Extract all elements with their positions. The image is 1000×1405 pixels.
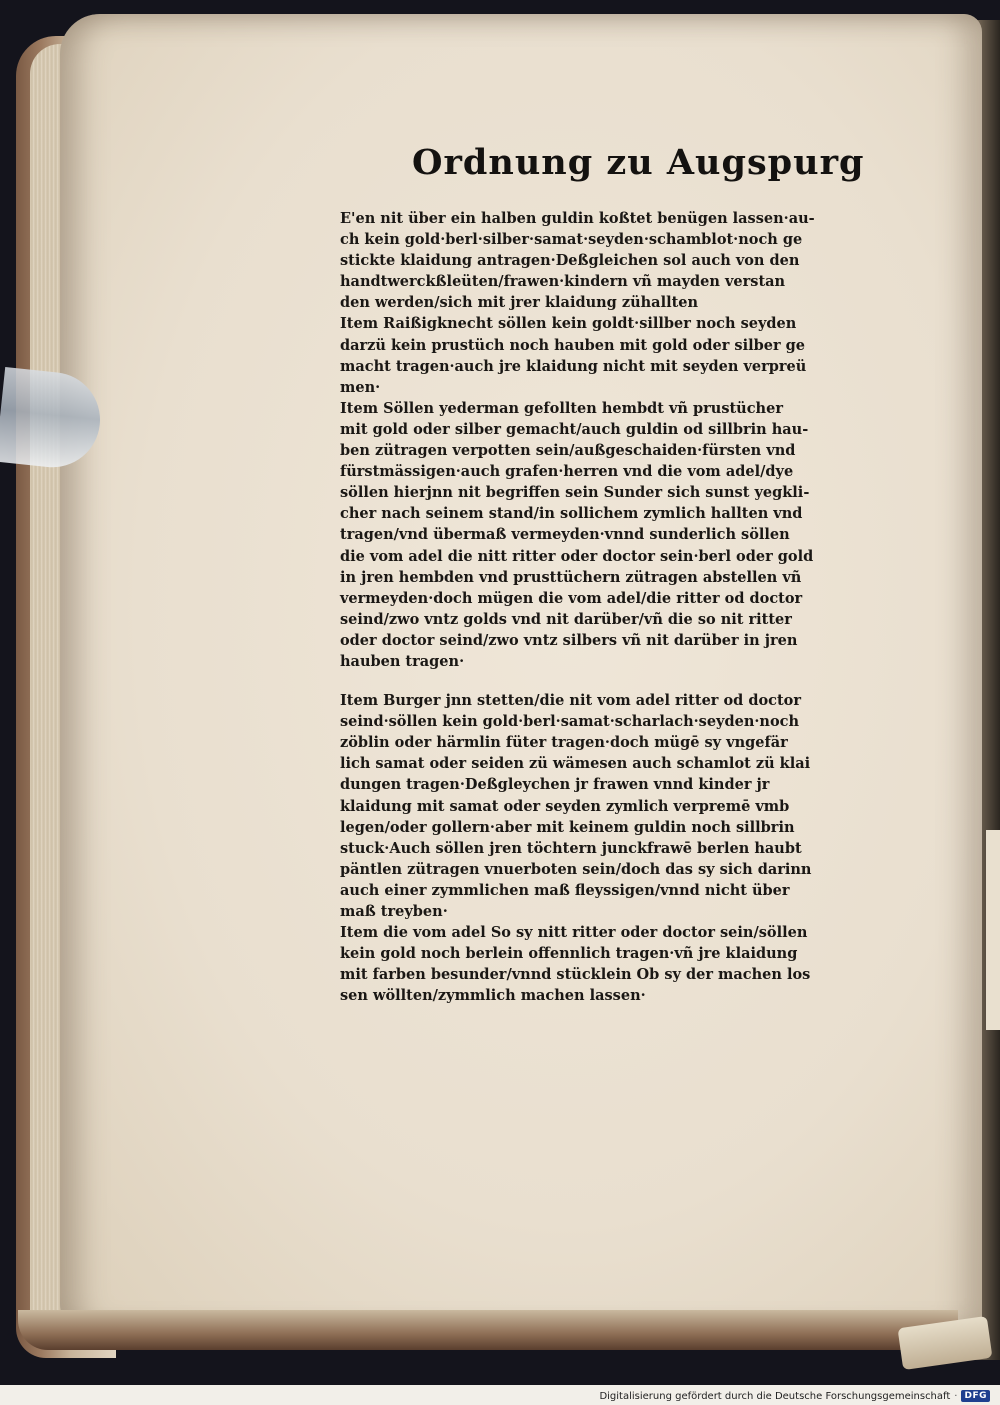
text-line: stickte klaidung antragen·Deßgleichen sol auch von den <box>340 252 800 270</box>
text-line: fürstmässigen·auch grafen·herren vnd die vom adel/dye <box>340 463 794 481</box>
adjacent-page-strip <box>986 830 1000 1030</box>
text-line: die vom adel die nitt ritter oder doctor sein·berl oder gold <box>340 547 814 565</box>
text-line: ch kein gold·berl·silber·samat·seyden·schamblot·noch ge <box>340 231 803 249</box>
text-line: legen/oder gollern·aber mit keinem guldin noch sillbrin <box>340 818 795 836</box>
text-line: kein gold noch berlein offennlich tragen·vñ jre klaidung <box>340 945 798 963</box>
text-line: ben zütragen verpotten sein/außgeschaiden·fürsten vnd <box>340 442 796 460</box>
text-line: stuck·Auch söllen jren töchtern junckfrawē berlen haubt <box>340 839 802 857</box>
text-line: Item die vom adel So sy nitt ritter oder doctor sein/söllen <box>340 924 808 942</box>
paragraph-1 <box>340 208 860 672</box>
text-line: dungen tragen·Deßgleychen jr frawen vnnd kinder jr <box>340 776 770 794</box>
text-line: seind/zwo vntz golds vnd nit darüber/vñ die so nit ritter <box>340 610 792 628</box>
credit-separator: · <box>954 1390 958 1402</box>
text-line: oder doctor seind/zwo vntz silbers vñ nit darüber in jren <box>340 631 798 649</box>
text-line: Item Söllen yederman gefollten hembdt vñ prustücher <box>340 399 783 417</box>
text-line: mit gold oder silber gemacht/auch guldin od sillbrin hau- <box>340 420 809 438</box>
credit-text: Digitalisierung gefördert durch die Deutsche Forschungsgemeinschaft <box>599 1390 951 1402</box>
paragraph-gap <box>340 672 860 690</box>
footer-credit <box>599 1388 990 1404</box>
text-line: sen wöllten/zymmlich machen lassen· <box>340 987 646 1005</box>
text-line: söllen hierjnn nit begriffen sein Sunder sich sunst yegkli- <box>340 484 810 502</box>
text-line: Item Raißigknecht söllen kein goldt·sillber noch seyden <box>340 315 797 333</box>
text-line: klaidung mit samat oder seyden zymlich verpremē vmb <box>340 797 790 815</box>
text-line: darzü kein prustüch noch hauben mit gold oder silber ge <box>340 336 805 354</box>
text-line: auch einer zymmlichen maß fleyssigen/vnnd nicht über <box>340 881 790 899</box>
text-line: Item Burger jnn stetten/die nit vom adel ritter od doctor <box>340 692 801 710</box>
body-text <box>340 208 860 1006</box>
text-line: E'en nit über ein halben guldin koßtet benügen lassen·au- <box>340 210 815 227</box>
paragraph-2 <box>340 690 860 1006</box>
text-line: lich samat oder seiden zü wämesen auch schamlot zü klai <box>340 755 811 773</box>
text-line: maß treyben· <box>340 903 448 920</box>
text-line: mit farben besunder/vnnd stücklein Ob sy der machen los <box>340 966 811 984</box>
page-title: Ordnung zu Augspurg <box>412 142 865 183</box>
dfg-logo-icon: DFG <box>961 1390 990 1402</box>
text-line: päntlen zütragen vnuerboten sein/doch das sy sich darinn <box>340 860 812 878</box>
text-line: men· <box>340 378 381 396</box>
book-bottom-edge <box>18 1310 958 1350</box>
text-line: handtwerckßleüten/frawen·kindern vñ mayden verstan <box>340 273 786 291</box>
text-line: zöblin oder härmlin füter tragen·doch mügē sy vngefär <box>340 734 788 752</box>
text-line: seind·söllen kein gold·berl·samat·scharlach·seyden·noch <box>340 713 800 731</box>
text-line: cher nach seinem stand/in sollichem zymlich hallten vnd <box>340 505 803 523</box>
text-line: den werden/sich mit jrer klaidung zühallten <box>340 294 699 312</box>
text-line: tragen/vnd übermaß vermeyden·vnnd sunderlich söllen <box>340 526 790 544</box>
text-line: in jren hembden vnd prusttüchern zütragen abstellen vñ <box>340 568 802 586</box>
text-line: vermeyden·doch mügen die vom adel/die ritter od doctor <box>340 589 803 607</box>
text-line: macht tragen·auch jre klaidung nicht mit seyden verpreü <box>340 357 807 375</box>
text-line: hauben tragen· <box>340 652 465 670</box>
